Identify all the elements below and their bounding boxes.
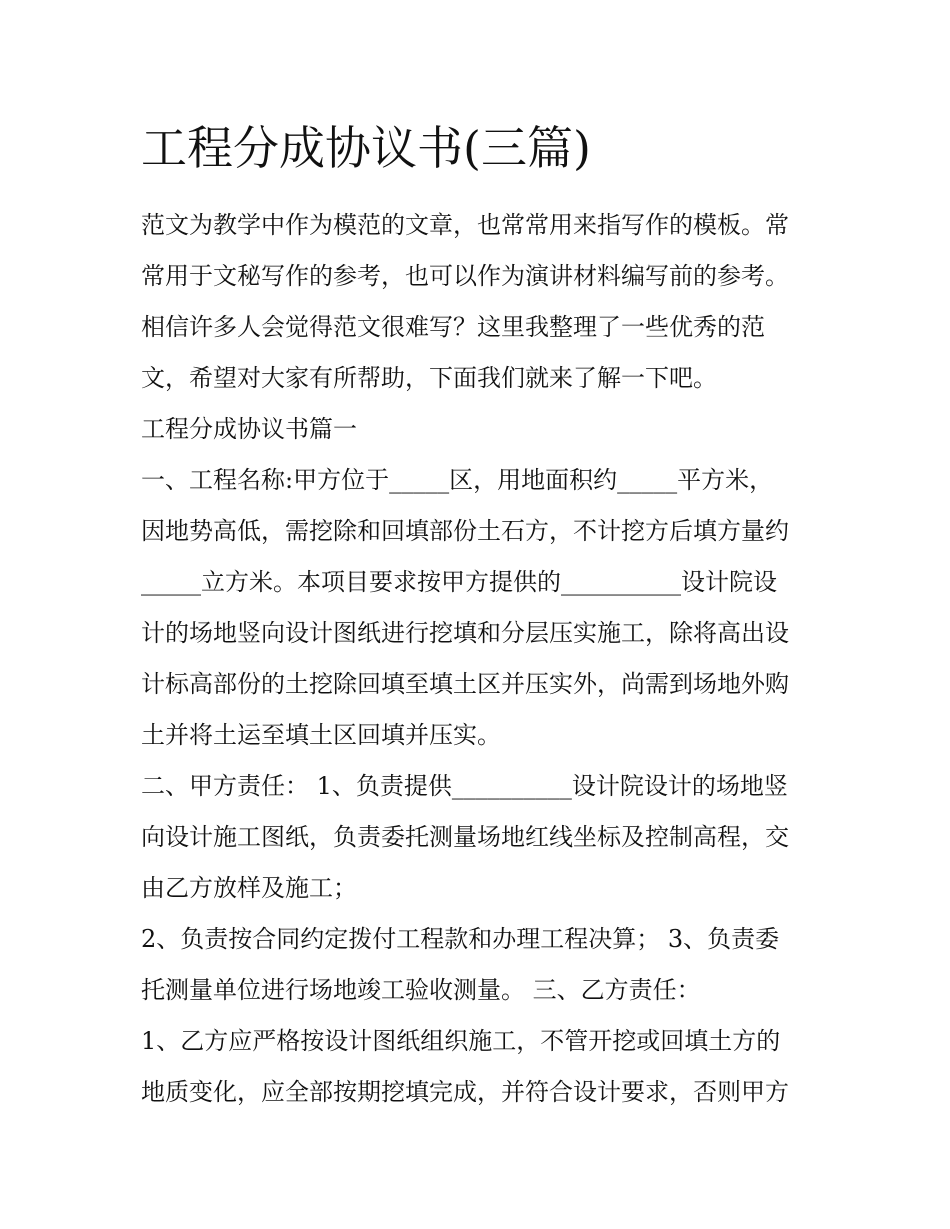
text-line: 土并将土运至填土区回填并压实。 [141, 721, 501, 749]
section-heading: 工程分成协议书篇一 [141, 415, 357, 443]
text-line: 计标高部份的土挖除回填至填土区并压实外，尚需到场地外购 [141, 670, 789, 698]
text-line: 地质变化，应全部按期挖填完成，并符合设计要求，否则甲方 [141, 1078, 789, 1106]
text-line: _____立方米。本项目要求按甲方提供的__________设计院设 [141, 568, 777, 596]
text-line: 托测量单位进行场地竣工验收测量。 三、乙方责任： [141, 976, 701, 1004]
text-line: 相信许多人会觉得范文很难写？这里我整理了一些优秀的范 [141, 313, 765, 341]
document-title: 工程分成协议书(三篇) [141, 121, 591, 175]
text-line: 文，希望对大家有所帮助，下面我们就来了解一下吧。 [141, 364, 717, 392]
document-body [141, 200, 821, 1118]
text-line: 二、甲方责任： 1、负责提供__________设计院设计的场地竖 [141, 772, 788, 800]
text-line: 计的场地竖向设计图纸进行挖填和分层压实施工，除将高出设 [141, 619, 789, 647]
text-line: 范文为教学中作为模范的文章，也常常用来指写作的模板。常 [141, 211, 789, 239]
text-line: 由乙方放样及施工； [141, 874, 357, 902]
text-line: 1、乙方应严格按设计图纸组织施工，不管开挖或回填土方的 [141, 1027, 781, 1055]
text-line: 因地势高低，需挖除和回填部份土石方，不计挖方后填方量约 [141, 517, 789, 545]
text-line: 2、负责按合同约定拨付工程款和办理工程决算； 3、负责委 [141, 925, 780, 953]
text-line: 一、工程名称:甲方位于_____区，用地面积约_____平方米， [141, 466, 774, 494]
text-line: 常用于文秘写作的参考，也可以作为演讲材料编写前的参考。 [141, 262, 789, 290]
text-line: 向设计施工图纸，负责委托测量场地红线坐标及控制高程，交 [141, 823, 789, 851]
